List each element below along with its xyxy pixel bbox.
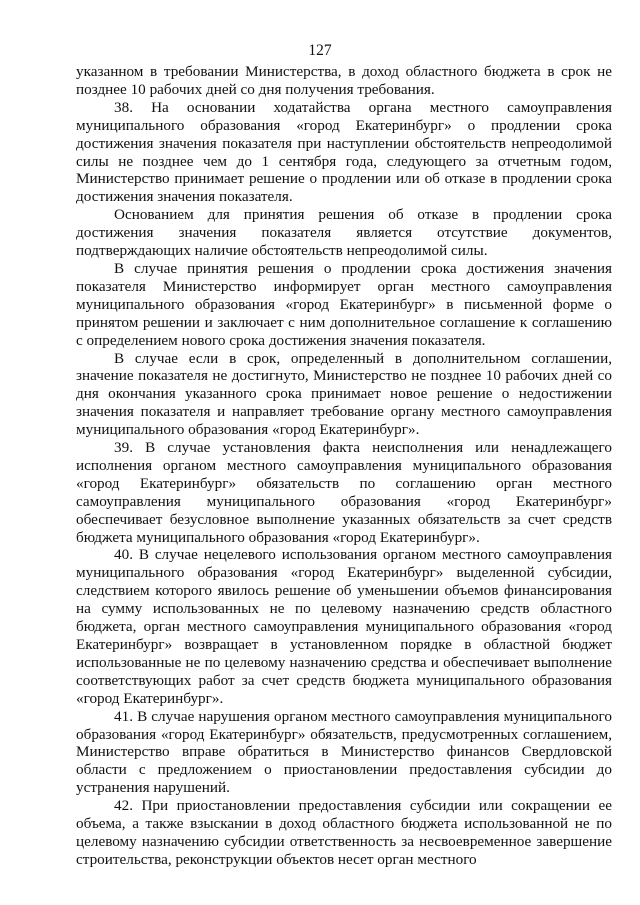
paragraph-continued: указанном в требовании Министерства, в доход областного бюджета в срок не позднее 10 рабочих дней со дня получения требования. <box>76 63 612 98</box>
paragraph-40: 40. В случае нецелевого использования органом местного самоуправления муниципального образования «город Екатеринбург» выделенной субсидии, следствием которого явилось решение об уменьшении объемов финансирования на сумму использованных не по целевому назначению средств областного бюджета, орган местного самоуправления муниципального образования «город Екатеринбург» возвращает в установленном порядке в областной бюджет использованные не по целевому назначению средства и обеспечивает выполнение соответствующих работ за счет средств бюджета муниципального образования «город Екатеринбург». <box>76 546 612 707</box>
page-number: 127 <box>308 42 332 59</box>
paragraph-not-achieved: В случае если в срок, определенный в дополнительном соглашении, значение показателя не достигнуто, Министерство не позднее 10 рабочих дней со дня окончания указанного срока принимает новое решение о недостижении значения показателя и направляет требование органу местного самоуправления муниципального образования «город Екатеринбург». <box>76 349 612 439</box>
paragraph-38: 38. На основании ходатайства органа местного самоуправления муниципального образования «город Екатеринбург» о продлении срока достижения значения показателя при наступлении обстоятельств непреодолимой силы не позднее чем до 1 сентября года, следующего за отчетным годом, Министерство принимает решение о продлении или об отказе в продлении срока достижения значения показателя. <box>76 98 612 206</box>
document-body <box>76 63 612 869</box>
paragraph-41: 41. В случае нарушения органом местного самоуправления муниципального образования «город Екатеринбург» обязательств, предусмотренных соглашением, Министерство вправе обратиться в Министерство финансов Свердловской области с предложением о приостановлении предоставления субсидии до устранения нарушений. <box>76 707 612 797</box>
paragraph-refusal-grounds: Основанием для принятия решения об отказе в продлении срока достижения значения показателя является отсутствие документов, подтверждающих наличие обстоятельств непреодолимой силы. <box>76 206 612 260</box>
paragraph-42: 42. При приостановлении предоставления субсидии или сокращении ее объема, а также взыскании в доход областного бюджета использованной не по целевому назначению субсидии ответственность за несвоевременное завершение строительства, реконструкции объектов несет орган местного <box>76 797 612 868</box>
paragraph-39: 39. В случае установления факта неисполнения или ненадлежащего исполнения органом местного самоуправления муниципального образования «город Екатеринбург» обязательств по соглашению орган местного самоуправления муниципального образования «город Екатеринбург» обеспечивает безусловное выполнение указанных обязательств за счет средств бюджета муниципального образования «город Екатеринбург». <box>76 439 612 546</box>
paragraph-extension-decision: В случае принятия решения о продлении срока достижения значения показателя Министерство информирует орган местного самоуправления муниципального образования «город Екатеринбург» в письменной форме о принятом решении и заключает с ним дополнительное соглашение к соглашению с определением нового срока достижения значения показателя. <box>76 259 612 349</box>
